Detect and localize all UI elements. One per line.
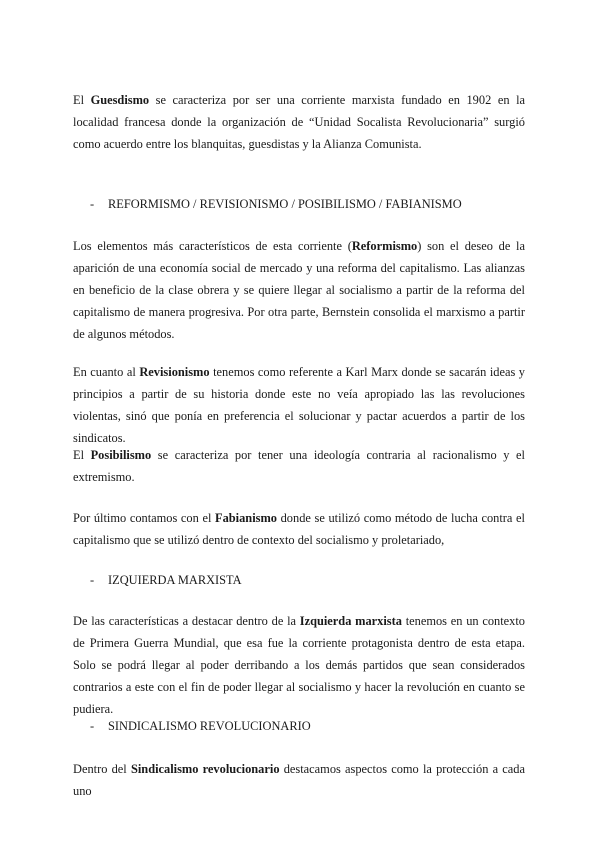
paragraph-text: donde se utilizó como método de lucha contra el capitalismo que se utilizó dentro de contexto del socialismo y proletariado, [73, 511, 525, 547]
heading-sindicalismo [90, 715, 311, 737]
term-fabianismo: Fabianismo [215, 511, 277, 525]
paragraph-revisionismo [73, 361, 525, 449]
paragraph-guesdismo [73, 89, 525, 155]
heading-reformismo [90, 193, 462, 215]
heading-text: REFORMISMO / REVISIONISMO / POSIBILISMO / FABIANISMO [108, 197, 462, 211]
term-revisionismo: Revisionismo [139, 365, 210, 379]
paragraph-sindicalismo [73, 758, 525, 802]
term-sindicalismo: Sindicalismo revolucionario [130, 762, 280, 776]
paragraph-text: se caracteriza por ser una corriente marxista fundado en 1902 en la localidad francesa donde la organización de “Unidad Socalista Revolucionaria” surgió como acuerdo entre los blanquitas, guesdistas y la Alianza Comunista. [73, 93, 526, 151]
paragraph-text: Dentro del [73, 762, 131, 776]
paragraph-text: Los elementos más característicos de esta corriente ( [73, 239, 352, 253]
paragraph-fabianismo [73, 507, 525, 551]
paragraph-text: En cuanto al [73, 365, 140, 379]
paragraph-text: Por último contamos con el [73, 511, 216, 525]
bullet-dash: - [90, 573, 95, 587]
heading-izquierda-marxista [90, 569, 242, 591]
term-posibilismo: Posibilismo [90, 448, 152, 462]
paragraph-text: se caracteriza por tener una ideología contraria al racionalismo y el extremismo. [73, 448, 526, 484]
paragraph-reformismo [73, 235, 525, 345]
term-izquierda-marxista: Izquierda marxista [299, 614, 402, 628]
paragraph-text: destacamos aspectos como la protección a cada uno [73, 762, 525, 798]
heading-text: IZQUIERDA MARXISTA [108, 573, 242, 587]
paragraph-text: tenemos en un contexto de Primera Guerra Mundial, que esa fue la corriente protagonista dentro de esta etapa. Solo se podrá llegar al poder derribando a los demás partidos que sean considerados contrarios a este con el fin de poder llegar al socialismo y hacer la revolución en cuanto se pudiera. [73, 614, 526, 716]
paragraph-posibilismo [73, 444, 525, 488]
term-guesdismo: Guesdismo [90, 93, 150, 107]
paragraph-text: El [73, 448, 91, 462]
term-reformismo: Reformismo [351, 239, 418, 253]
bullet-dash: - [90, 719, 95, 733]
paragraph-text: tenemos como referente a Karl Marx donde se sacarán ideas y principios a partir de su historia donde este no veía apropiado las las revoluciones violentas, sinó que ponía en preferencia el solucionar y pactar acuerdos a partir de los sindicatos. [73, 365, 525, 445]
bullet-dash: - [90, 197, 95, 211]
paragraph-text: El [73, 93, 91, 107]
heading-text: SINDICALISMO REVOLUCIONARIO [108, 719, 311, 733]
paragraph-text: ) son el deseo de la aparición de una economía social de mercado y una reforma del capitalismo. Las alianzas en beneficio de la clase obrera y se quiere llegar al socialismo a partir de la reforma del capitalismo de manera progresiva. Por otra parte, Bernstein consolida el marxismo a partir de algunos métodos. [73, 239, 526, 341]
paragraph-text: De las características a destacar dentro de la [73, 614, 300, 628]
paragraph-izquierda-marxista [73, 610, 525, 720]
